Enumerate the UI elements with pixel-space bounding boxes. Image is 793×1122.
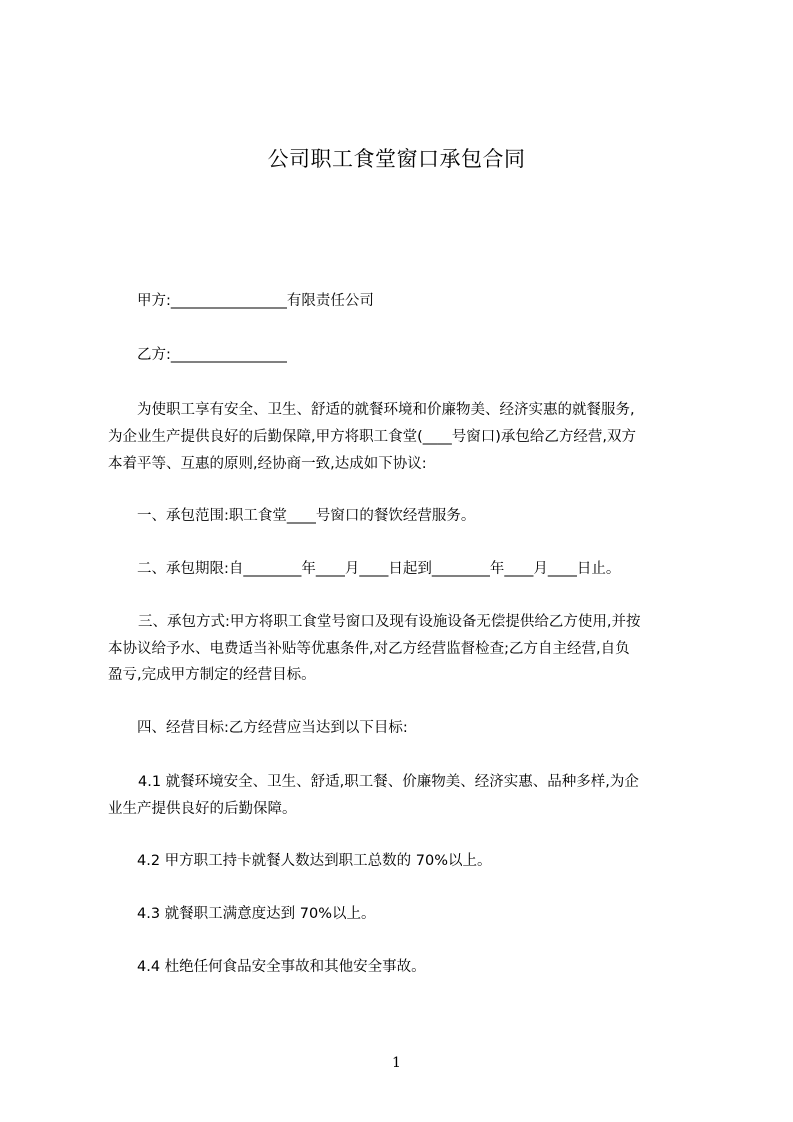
clause-4: 四、经营目标:乙方经营应当达到以下目标: <box>137 720 408 736</box>
preamble-line-1: 为使职工享有安全、卫生、舒适的就餐环境和价廉物美、经济实惠的就餐服务, <box>137 402 635 418</box>
preamble-line-2: 为企业生产提供良好的后勤保障,甲方将职工食堂(____号窗口)承包给乙方经营,双方 <box>108 429 637 445</box>
item-4-3: 4.3 就餐职工满意度达到 70%以上。 <box>137 906 376 922</box>
clause-1: 一、承包范围:职工食堂____号窗口的餐饮经营服务。 <box>137 508 476 524</box>
item-4-1-line-2: 业生产提供良好的后勤保障。 <box>108 801 297 817</box>
page-number: 1 <box>392 1055 401 1071</box>
document-title: 公司职工食堂窗口承包合同 <box>267 147 526 171</box>
party-a-line: 甲方:________________有限责任公司 <box>137 293 374 309</box>
item-4-2: 4.2 甲方职工持卡就餐人数达到职工总数的 70%以上。 <box>137 853 492 869</box>
item-4-4: 4.4 杜绝任何食品安全事故和其他安全事故。 <box>137 959 426 975</box>
preamble-line-3: 本着平等、互惠的原则,经协商一致,达成如下协议: <box>108 456 427 472</box>
clause-3-line-1: 三、承包方式:甲方将职工食堂号窗口及现有设施设备无偿提供给乙方使用,并按 <box>138 614 641 630</box>
clause-3-line-2: 本协议给予水、电费适当补贴等优惠条件,对乙方经营监督检查;乙方自主经营,自负 <box>108 641 630 657</box>
item-4-1-line-1: 4.1 就餐环境安全、卫生、舒适,职工餐、价廉物美、经济实惠、品种多样,为企 <box>138 774 639 790</box>
clause-2: 二、承包期限:自________年____月____日起到________年____月____日止。 <box>137 561 621 577</box>
party-b-line: 乙方:________________ <box>137 347 287 363</box>
clause-3-line-3: 盈亏,完成甲方制定的经营目标。 <box>108 667 316 683</box>
